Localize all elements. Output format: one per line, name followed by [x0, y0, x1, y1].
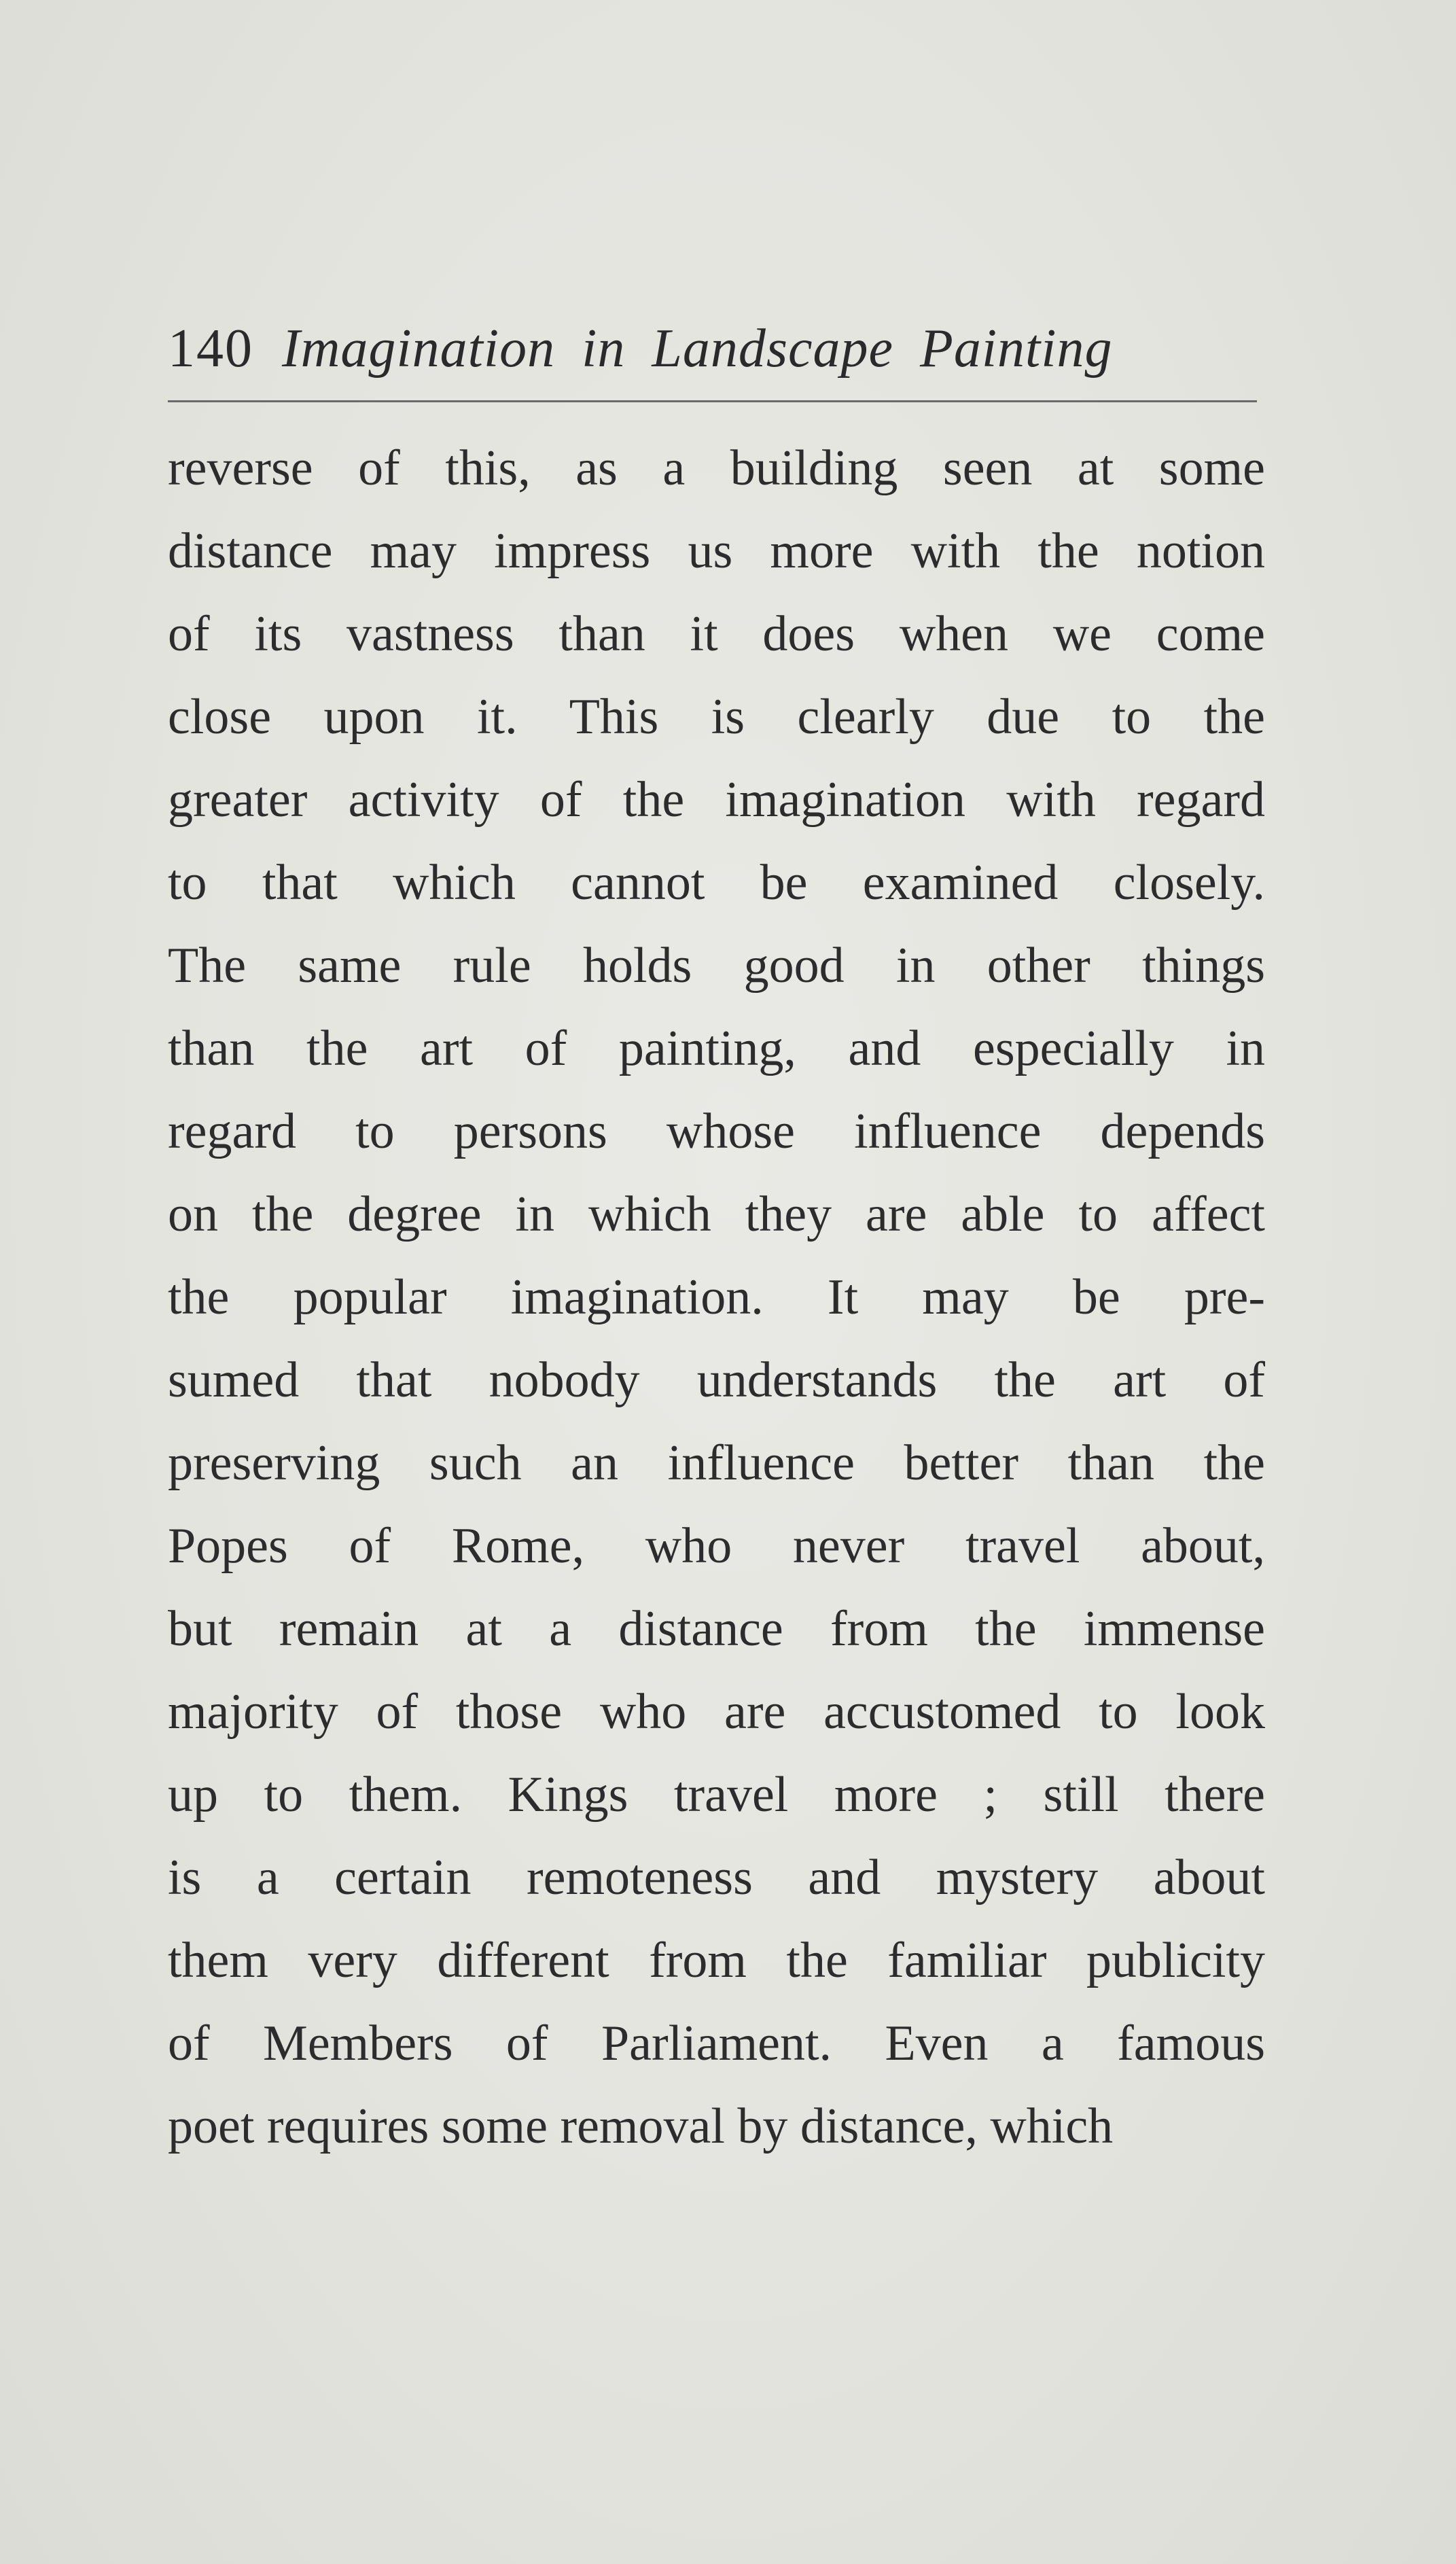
running-head [168, 311, 1255, 386]
text-line: preserving such an influence better than the [168, 1435, 1265, 1491]
header-rule [168, 400, 1257, 402]
text-line: greater activity of the imagination with regard [168, 772, 1265, 828]
text-line: regard to persons whose influence depends [168, 1104, 1265, 1159]
text-line: than the art of painting, and especially in [168, 1021, 1265, 1076]
text-line: majority of those who are accustomed to look [168, 1684, 1265, 1740]
text-line: poet requires some removal by distance, which [168, 2098, 1114, 2154]
text-line: The same rule holds good in other things [168, 938, 1265, 994]
text-line: Popes of Rome, who never travel about, [168, 1518, 1265, 1574]
running-title: Imagination in Landscape Painting [282, 319, 1113, 379]
text-line: up to them. Kings travel more ; still there [168, 1767, 1265, 1823]
text-line: them very different from the familiar publicity [168, 1933, 1265, 1988]
text-line: of Members of Parliament. Even a famous [168, 2016, 1265, 2071]
text-line: the popular imagination. It may be pre- [168, 1269, 1265, 1325]
text-line: of its vastness than it does when we come [168, 606, 1265, 662]
text-line: close upon it. This is clearly due to the [168, 689, 1265, 745]
page-number: 140 [168, 319, 253, 379]
text-line: distance may impress us more with the notion [168, 523, 1265, 579]
text-line: to that which cannot be examined closely. [168, 855, 1265, 911]
text-line: sumed that nobody understands the art of [168, 1352, 1265, 1408]
text-line: is a certain remoteness and mystery about [168, 1850, 1265, 1906]
text-line: but remain at a distance from the immense [168, 1601, 1265, 1657]
body-text [168, 427, 1265, 2168]
text-line: on the degree in which they are able to affect [168, 1187, 1265, 1242]
text-line: reverse of this, as a building seen at some [168, 440, 1265, 496]
